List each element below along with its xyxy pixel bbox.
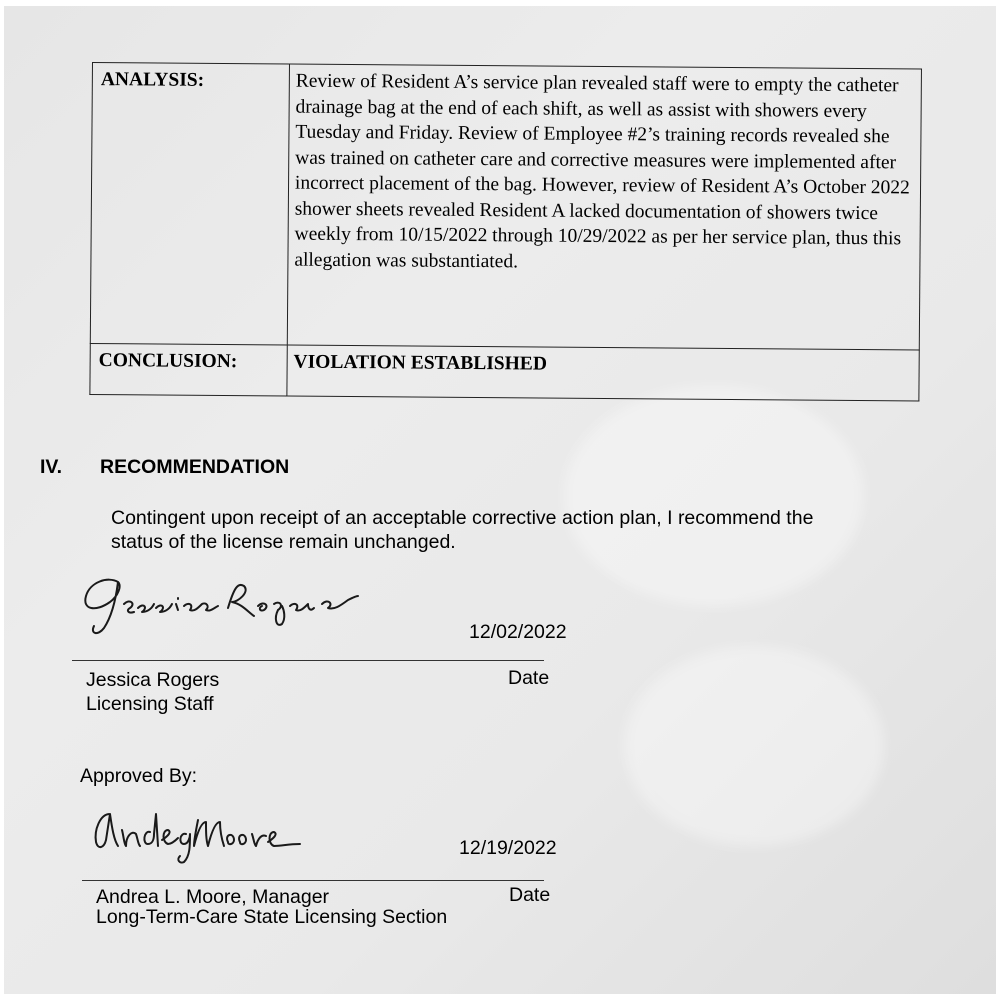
signature-andrea-moore <box>88 800 308 870</box>
licensing-title: Licensing Staff <box>86 693 214 715</box>
recommendation-line-1: Contingent upon receipt of an acceptable corrective action plan, I recommend the <box>111 507 814 529</box>
approval-date-label: Date <box>509 884 551 906</box>
approver-section: Long-Term-Care State Licensing Section <box>96 906 448 928</box>
approved-by-label: Approved By: <box>80 765 198 787</box>
findings-table <box>89 62 922 402</box>
approval-date: 12/19/2022 <box>459 837 557 859</box>
approver-name: Andrea L. Moore, Manager <box>96 886 330 908</box>
conclusion-text: VIOLATION ESTABLISHED <box>287 345 919 401</box>
analysis-label: ANALYSIS: <box>90 63 289 346</box>
conclusion-label: CONCLUSION: <box>90 343 287 396</box>
analysis-row <box>90 63 921 351</box>
recommendation-line-2: status of the license remain unchanged. <box>111 531 456 553</box>
licensing-signature-line <box>72 660 544 661</box>
paper-glare <box>564 386 864 606</box>
signature-jessica-rogers <box>78 568 378 648</box>
licensing-name: Jessica Rogers <box>86 669 220 691</box>
section-number: IV. <box>40 456 63 478</box>
section-heading: RECOMMENDATION <box>100 456 290 478</box>
licensing-date-label: Date <box>508 667 550 689</box>
conclusion-row <box>90 343 919 401</box>
licensing-date: 12/02/2022 <box>469 621 567 643</box>
paper-glare <box>624 646 884 846</box>
analysis-text: Review of Resident A’s service plan revealed staff were to empty the catheter drainage bag at the end of each shift, as well as assist with showers every Tuesday and Friday. Review of Employee #2’s training records revealed she was trained on catheter care and corrective measures were implemented after incorrect placement of the bag. However, review of Resident A’s October 2022 shower sheets revealed Resident A lacked documentation of showers twice weekly from 10/15/2022 through 10/29/2022 as per her service plan, thus this allegation was substantiated. <box>287 64 921 350</box>
approval-signature-line <box>82 880 544 881</box>
